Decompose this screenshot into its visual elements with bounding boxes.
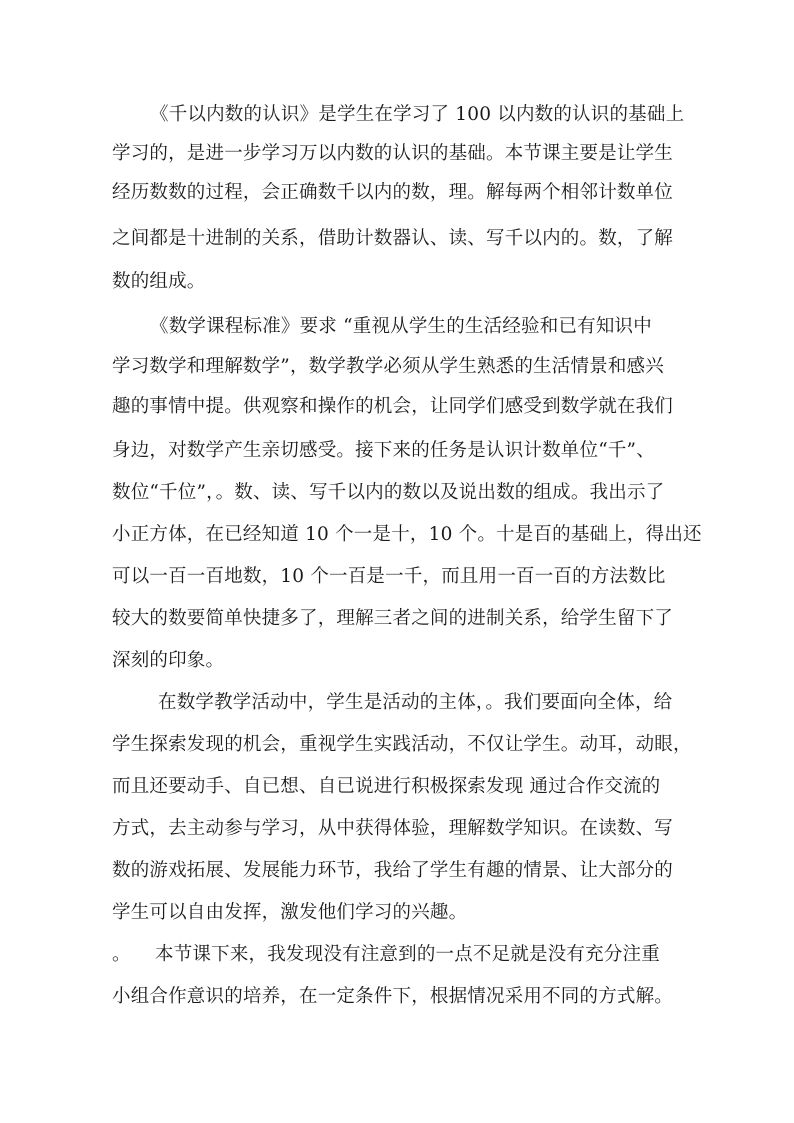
paragraph-1-line-3: 经历数数的过程，会正确数千以内的数，理。解每两个相邻计数单位 (112, 182, 674, 203)
paragraph-2-line-6: 小正方体，在已经知道 10 个一是十，10 个。十是百的基础上，得出还 (112, 524, 702, 545)
paragraph-1-line-5: 数的组成。 (112, 271, 206, 292)
paragraph-3-line-6: 学生可以自由发挥，激发他们学习的兴趣。 (112, 902, 468, 923)
paragraph-3-line-5: 数的游戏拓展、发展能力环节，我给了学生有趣的情景、让大部分的 (112, 860, 674, 881)
paragraph-1-line-2: 学习的，是进一步学习万以内数的认识的基础。本节课主要是让学生 (112, 143, 674, 164)
paragraph-2-line-2: 学习数学和理解数学”，数学教学必须从学生熟悉的生活情景和感兴 (112, 356, 664, 377)
paragraph-1-line-1: 《千以内数的认识》是学生在学习了 100 以内数的认识的基础上 (150, 104, 685, 125)
paragraph-2-line-5: 数位“千位”，。数、读、写千以内的数以及说出数的组成。我出示了 (112, 482, 665, 503)
paragraph-1-line-4: 之间都是十进制的关系，借助计数器认、读、写千以内的。数，了解 (112, 228, 674, 249)
paragraph-3-line-1: 在数学教学活动中，学生是活动的主体，。我们要面向全体，给 (158, 692, 673, 713)
paragraph-3-line-2: 学生探索发现的机会，重视学生实践活动，不仅让学生。动耳，动眼， (112, 734, 692, 755)
paragraph-2-line-1: 《数学课程标准》要求 “重视从学生的生活经验和已有知识中 (150, 316, 652, 337)
paragraph-2-line-7: 可以一百一百地数，10 个一百是一千，而且用一百一百的方法数比 (112, 566, 666, 587)
paragraph-4-line-2: 小组合作意识的培养，在一定条件下，根据情况采用不同的方式解。 (112, 986, 674, 1007)
paragraph-2-line-9: 深刻的印象。 (112, 650, 225, 671)
paragraph-2-line-4: 身边，对数学产生亲切感受。接下来的任务是认识计数单位“千”、 (112, 440, 655, 461)
paragraph-2-line-8: 较大的数要简单快捷多了，理解三者之间的进制关系，给学生留下了 (112, 608, 674, 629)
paragraph-4-line-1: 。 本节课下来，我发现没有注意到的一点不足就是没有充分注重 (112, 944, 660, 965)
paragraph-2-line-3: 趣的事情中提。供观察和操作的机会，让同学们感受到数学就在我们 (112, 396, 674, 417)
paragraph-3-line-4: 方式，去主动参与学习，从中获得体验，理解数学知识。在读数、写 (112, 818, 674, 839)
paragraph-3-line-3: 而且还要动手、自已想、自已说进行积极探索发现 通过合作交流的 (112, 776, 661, 797)
